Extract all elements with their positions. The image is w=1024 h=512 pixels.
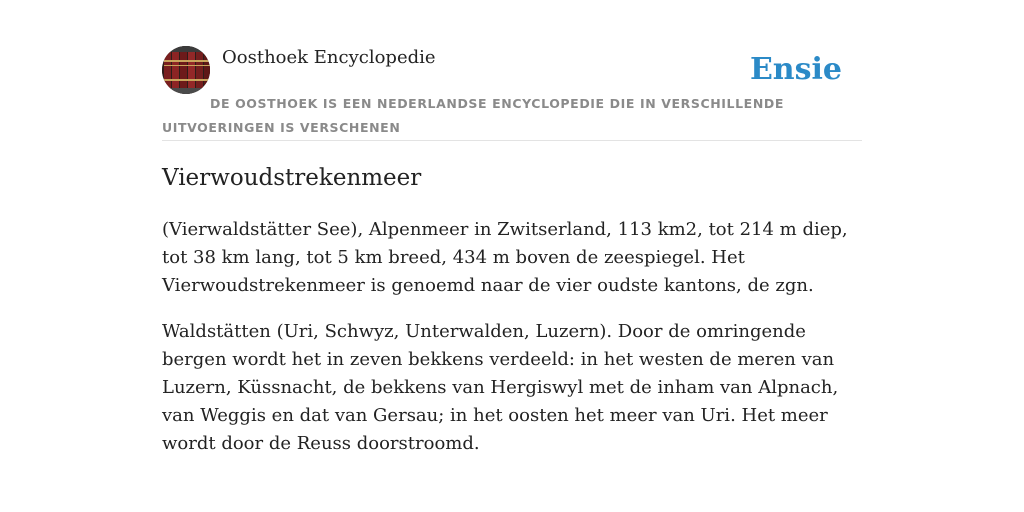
encyclopedia-books-icon[interactable] (162, 46, 210, 94)
article (162, 160, 862, 458)
article-paragraph-2: Waldstätten (Uri, Schwyz, Unterwalden, Luzern). Door de omringende bergen wordt het in zeven bekkens verdeeld: in het westen de meren van Luzern, Küssnacht, de bekkens van Hergiswyl met de inham van Alpnach, van Weggis en dat van Gersau; in het oosten het meer van Uri. Het meer wordt door de Reuss doorstroomd. (162, 321, 839, 454)
ensie-logo-link[interactable]: Ensie (749, 52, 842, 87)
article-paragraph-1: (Vierwaldstätter See), Alpenmeer in Zwitserland, 113 km2, tot 214 m diep, tot 38 km lang, tot 5 km breed, 434 m boven de zeespiegel. Het Vierwoudstrekenmeer is genoemd naar de vier oudste kantons, de zgn. (162, 219, 848, 296)
site-header (162, 46, 862, 141)
article-title: Vierwoudstrekenmeer (162, 165, 422, 191)
site-title[interactable]: Oosthoek Encyclopedie (222, 47, 436, 68)
site-tagline: DE OOSTHOEK IS EEN NEDERLANDSE ENCYCLOPEDIE DIE IN VERSCHILLENDE UITVOERINGEN IS VERSCHENEN (162, 96, 784, 135)
